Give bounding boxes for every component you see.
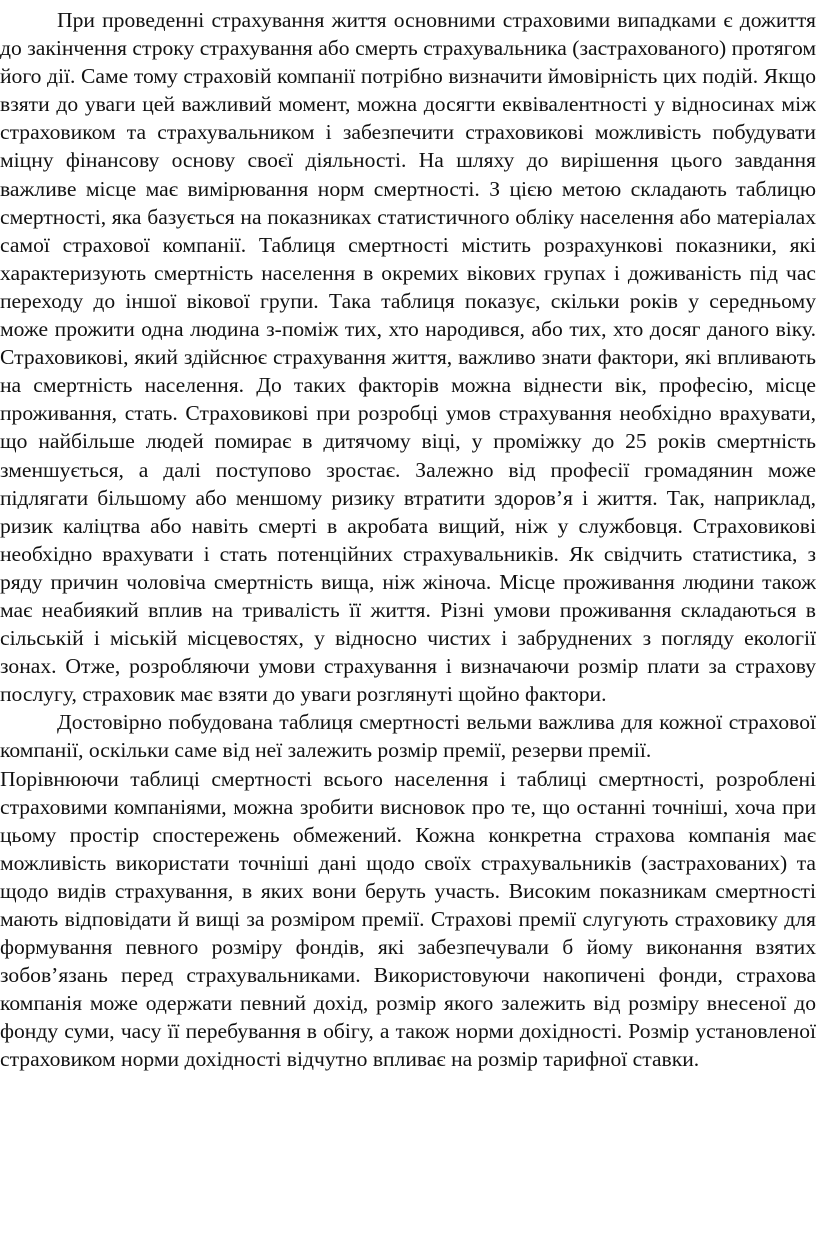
- paragraph-mortality-table-importance: Достовірно побудована таблиця смертності вельми важлива для кожної страхової компанії, оскільки саме від неї залежить розмір премії, резерви премії.: [0, 710, 816, 763]
- paragraph-comparison-of-tables: Порівнюючи таблиці смертності всього населення і таблиці смертності, розроблені страховими компаніями, можна зробити висновок про те, що останні точніші, хоча при цьому простір спостережень обмежений. Кожна конкретна страхова компанія має можливість використати точніші дані щодо своїх страхувальників (застрахованих) та щодо видів страхування, в яких вони беруть участь. Високим показникам смертності мають відповідати й вищі за розміром премії. Страхові премії слугують страховику для формування певного розміру фондів, які забезпечували б йому виконання взятих зобов’язань перед страхувальниками. Використовуючи накопичені фонди, страхова компанія може одержати певний дохід, розмір якого залежить від розміру внесеної до фонду суми, часу її перебування в обігу, а також норми дохідності. Розмір установленої страховиком норми дохідності відчутно впливає на розмір тарифної ставки.: [0, 766, 816, 1072]
- paragraph-life-insurance-mortality: При проведенні страхування життя основними страховими випадками є дожиття до закінчення строку страхування або смерть страхувальника (застрахованого) протягом його дії. Саме тому страховій компанії потрібно визначити ймовірність цих подій. Якщо взяти до уваги цей важливий момент, можна досягти еквівалентності у відносинах між страховиком та страхувальником і забезпечити страховикові можливість побудувати міцну фінансову основу своєї діяльності. На шляху до вирішення цього завдання важливе місце має вимірювання норм смертності. З цією метою складають таблицю смертності, яка базується на показниках статистичного обліку населення або матеріалах самої страхової компанії. Таблиця смертності містить розрахункові показники, які характеризують смертність населення в окремих вікових групах і доживаність під час переходу до іншої вікової групи. Така таблиця показує, скільки років у середньому може прожити одна людина з-поміж тих, хто народився, або тих, хто досяг даного віку. Страховикові, який здійснює страхування життя, важливо знати фактори, які впливають на смертність населення. До таких факторів можна віднести вік, професію, місце проживання, стать. Страховикові при розробці умов страхування необхідно врахувати, що найбільше людей помирає в дитячому віці, у проміжку до 25 років смертність зменшується, а далі поступово зростає. Залежно від професії громадянин може підлягати більшому або меншому ризику втратити здоров’я і життя. Так, наприклад, ризик каліцтва або навіть смерті в акробата вищий, ніж у службовця. Страховикові необхідно врахувати і стать потенційних страхувальників. Як свідчить статистика, з ряду причин чоловіча смертність вища, ніж жіноча. Місце проживання людини також має неабиякий вплив на тривалість її життя. Різні умови проживання складаються в сільській і міській місцевостях, у відносно чистих і забруднених з погляду екології зонах. Отже, розробляючи умови страхування і визначаючи розмір плати за страхову послугу, страховик має взяти до уваги розглянуті щойно фактори.: [0, 8, 816, 707]
- document-page: [0, 6, 816, 1074]
